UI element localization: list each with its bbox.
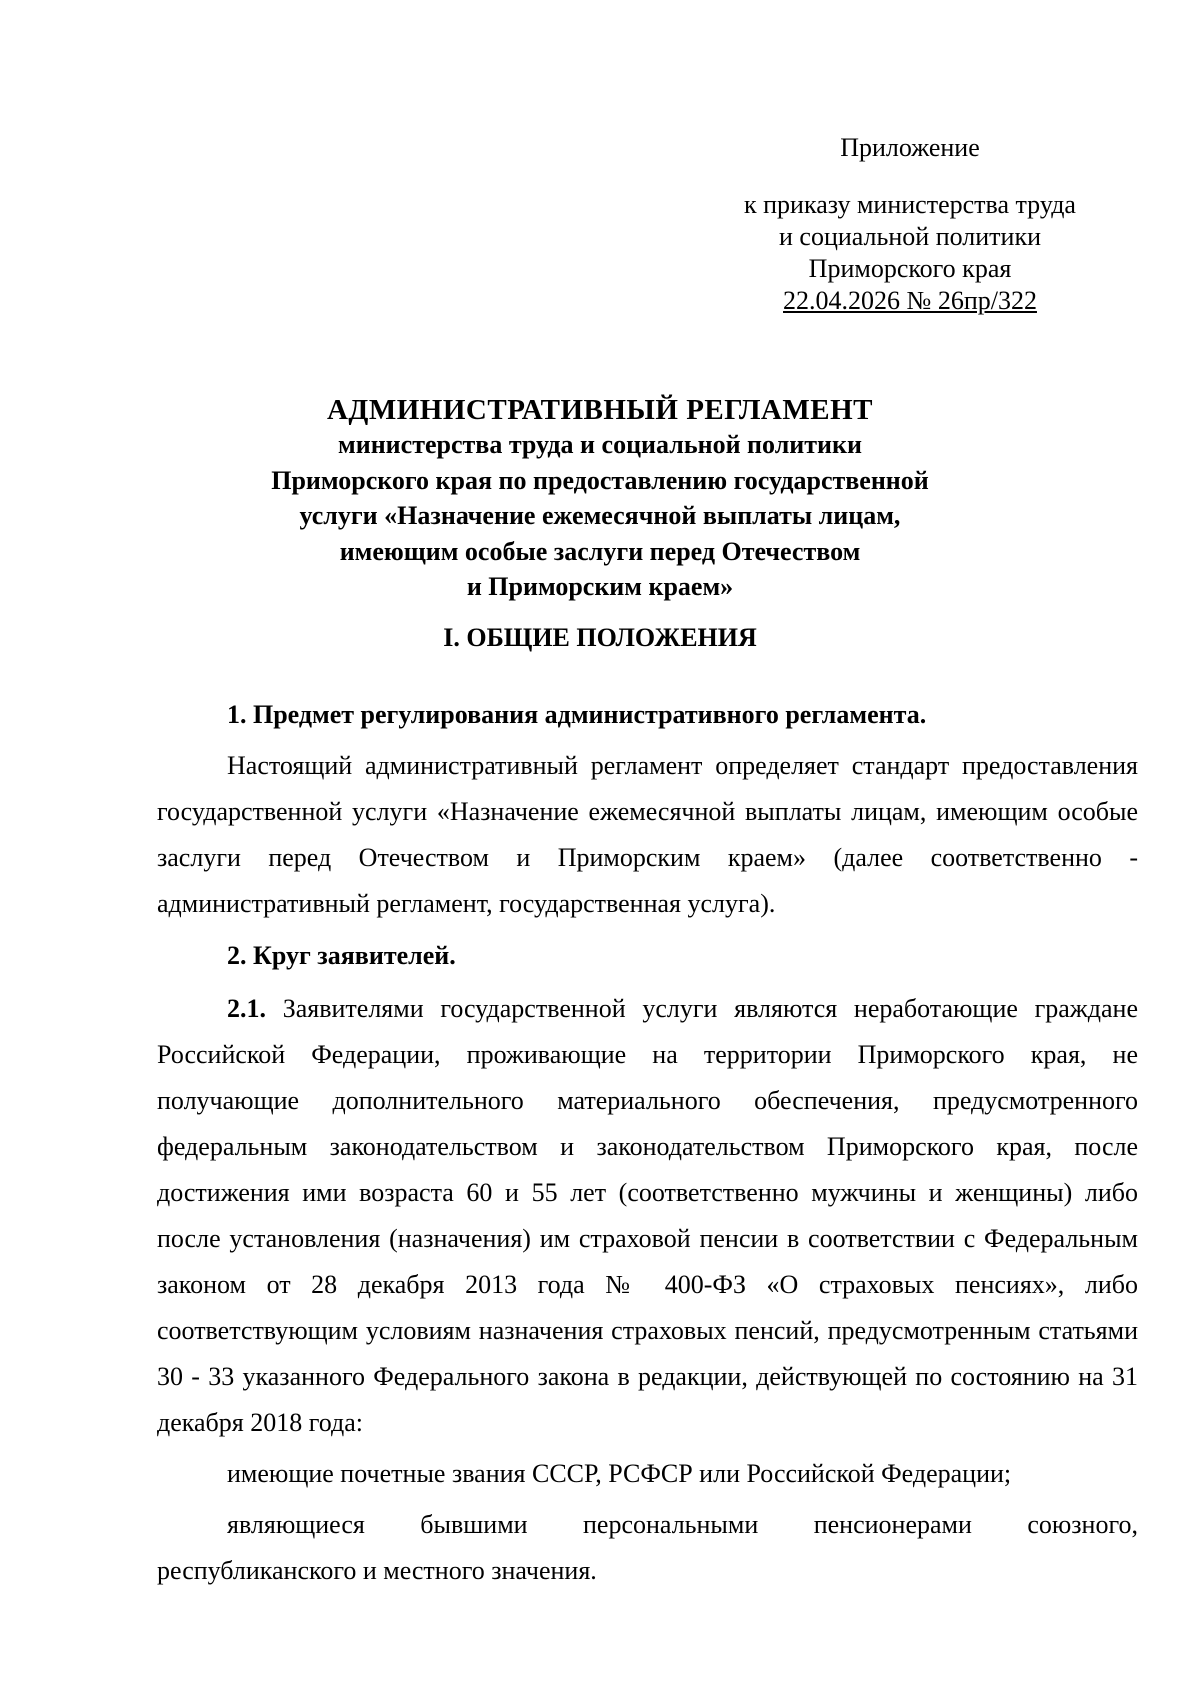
document-subtitle-line: и Приморским краем»: [466, 572, 734, 601]
body-paragraph: Настоящий административный регламент определяет стандарт предоставления государственной услуги «Назначение ежемесячной выплаты лицам, имеющим особые заслуги перед Отечеством и Приморским краем» (далее соответственно - административный регламент, государственная услуга).: [157, 751, 1138, 918]
document-title: АДМИНИСТРАТИВНЫЙ РЕГЛАМЕНТ: [326, 394, 873, 426]
order-reference: 22.04.2026 № 26пр/322: [783, 286, 1037, 315]
section-title: I. ОБЩИЕ ПОЛОЖЕНИЯ: [443, 623, 757, 652]
list-item: имеющие почетные звания СССР, РСФСР или Российской Федерации;: [227, 1459, 1012, 1488]
document-subtitle-line: министерства труда и социальной политики: [338, 430, 862, 459]
body-paragraph: [157, 986, 1138, 1446]
appendix-line: Приморского края: [808, 254, 1012, 283]
document-subtitle-line: имеющим особые заслуги перед Отечеством: [339, 536, 861, 566]
clause-text: Заявителями государственной услуги являются неработающие граждане Российской Федерации, проживающие на территории Приморского края, не получающие дополнительного материального обеспечения, предусмотренного федеральным законодательством и законодательством Приморского края, после достижения ими возраста 60 и 55 лет (соответственно мужчины и женщины) либо после установления (назначения) им страховой пенсии в соответствии с Федеральным законом от 28 декабря 2013 года № 400-ФЗ «О страховых пенсиях», либо соответствующим условиям назначения страховых пенсий, предусмотренным статьями 30 - 33 указанного Федерального закона в редакции, действующей по состоянию на 31 декабря 2018 года:: [157, 994, 1138, 1437]
list-item: являющиеся бывшими персональными пенсионерами союзного, республиканского и местного значения.: [157, 1510, 1138, 1585]
appendix-line: к приказу министерства труда: [744, 190, 1076, 219]
clause-heading: 2. Круг заявителей.: [227, 941, 456, 970]
document-heading: [130, 393, 1070, 605]
appendix-block: [740, 189, 1080, 317]
clause-number: 2.1.: [227, 994, 266, 1023]
document-body: [157, 692, 1138, 1594]
document-subtitle-line: Приморского края по предоставлению государственной: [271, 465, 929, 495]
appendix-title: Приложение: [840, 133, 980, 162]
clause-heading: 1. Предмет регулирования административного регламента.: [227, 700, 927, 729]
appendix-line: и социальной политики: [779, 222, 1041, 251]
document-subtitle-line: услуги «Назначение ежемесячной выплаты лицам,: [299, 501, 901, 530]
